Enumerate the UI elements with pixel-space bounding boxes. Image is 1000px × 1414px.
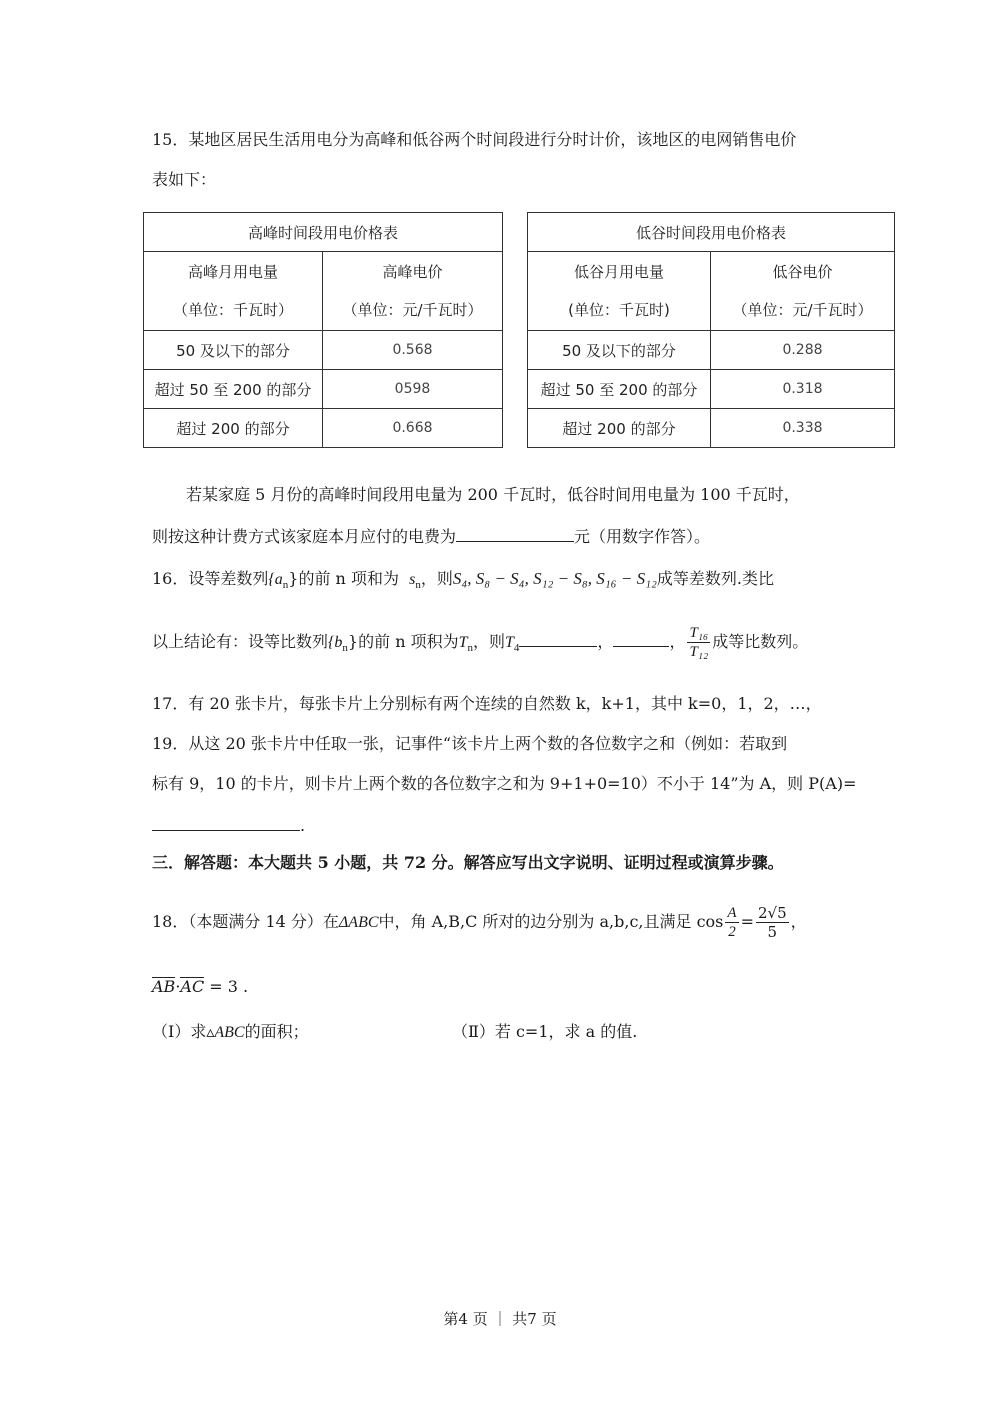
- q18-line1-mid: 中，角 A,B,C 所对的边分别为 a,b,c,且满足 cos: [378, 912, 724, 931]
- valley-row3-price: 0.338: [711, 409, 895, 448]
- q18-half-angle-den: 2: [728, 924, 736, 940]
- q18-equals: =: [740, 912, 754, 931]
- q17-line1: 17．有 20 张卡片，每张卡片上分别标有两个连续的自然数 k，k+1，其中 k=0，1，2，…，: [152, 694, 822, 713]
- q16-sum-symbol: [409, 571, 421, 591]
- q16-line2-pre: 以上结论有：设等比数列: [152, 632, 329, 651]
- q16-answer-blank-2: [613, 628, 669, 647]
- q15-answer-blank: [456, 523, 574, 542]
- q18-cos-value-fraction: [756, 904, 789, 941]
- peak-col2-header-line2: （单位：元/千瓦时）: [342, 301, 483, 319]
- peak-col2-header: [323, 252, 503, 331]
- q15-line4: [152, 523, 710, 549]
- q16-ratio-fraction: [687, 624, 710, 661]
- valley-col2-header-line1: 低谷电价: [772, 263, 833, 281]
- q18-part1-triangle: ▵ABC: [206, 1024, 245, 1041]
- valley-row3-range: 超过 200 的部分: [528, 409, 711, 448]
- q16-line1-then: ，则: [420, 569, 453, 588]
- peak-table-title: 高峰时间段用电价格表: [144, 213, 503, 252]
- q18-half-angle-num: A: [727, 905, 737, 921]
- peak-col1-header-line2: （单位：千瓦时）: [172, 301, 293, 319]
- peak-price-table: [143, 212, 503, 448]
- q18-half-angle-fraction: [725, 904, 738, 941]
- q18-cos-value-num: 2√5: [757, 904, 787, 922]
- q18-part1-post: 的面积；: [244, 1022, 309, 1041]
- q16-line2-mid: }的前 n 项积为: [347, 632, 459, 651]
- q16-geo-seq-base: {b: [328, 634, 343, 651]
- q16-t4: [505, 634, 520, 654]
- q16-sum-base: s: [409, 571, 416, 588]
- q15-line4-post: 元（用数字作答）。: [574, 527, 711, 546]
- peak-row1-range: 50 及以下的部分: [144, 331, 323, 370]
- q17-line4-post: .: [300, 816, 306, 835]
- q17-line4: [152, 812, 305, 838]
- peak-row3-price: 0.668: [323, 409, 503, 448]
- peak-col1-header-line1: 高峰月用电量: [187, 263, 278, 281]
- valley-col1-header-line2: (单位：千瓦时): [568, 301, 670, 319]
- q16-t4-sub: 4: [513, 642, 520, 654]
- q18-cos-value-den: 5: [767, 923, 778, 941]
- q16-product-sub: n: [467, 642, 473, 654]
- q16-ratio-den: T₁₂: [689, 644, 709, 660]
- valley-col2-header: [711, 252, 895, 331]
- q15-line3: 若某家庭 5 月份的高峰时间段用电量为 200 千瓦时，低谷时间用电量为 100 千瓦时，: [186, 485, 800, 504]
- q16-ratio-num: T₁₆: [689, 625, 709, 641]
- valley-table-title: 低谷时间段用电价格表: [528, 213, 895, 252]
- q16-comma-2: ，: [669, 632, 686, 651]
- valley-col2-header-line2: （单位：元/千瓦时）: [732, 301, 873, 319]
- q15-line1: 15．某地区居民生活用电分为高峰和低谷两个时间段进行分时计价，该地区的电网销售电价: [152, 130, 797, 149]
- valley-col1-header: [528, 252, 711, 331]
- valley-row1-range: 50 及以下的部分: [528, 331, 711, 370]
- peak-row2-range: 超过 50 至 200 的部分: [144, 370, 323, 409]
- q16-comma-1: ，: [597, 632, 614, 651]
- q18-dot: ·: [175, 977, 181, 996]
- q18-line2-eq: = 3 .: [209, 977, 249, 996]
- q16-t4-base: T: [505, 634, 514, 651]
- q18-triangle: ΔABC: [338, 914, 379, 931]
- valley-price-table: [527, 212, 895, 448]
- vector-ab: AB: [152, 977, 176, 996]
- page-footer: 第4 页 ｜ 共7 页: [443, 1310, 557, 1328]
- q18-line1: [152, 900, 807, 945]
- q16-line2: [152, 622, 808, 668]
- peak-col2-header-line1: 高峰电价: [382, 263, 443, 281]
- valley-row1-price: 0.288: [711, 331, 895, 370]
- q18-part1-pre: （Ⅰ）求: [152, 1022, 207, 1041]
- q16-sum-sub: n: [415, 579, 421, 591]
- section3-heading: 三．解答题：本大题共 5 小题，共 72 分。解答应写出文字说明、证明过程或演算步骤。: [152, 853, 784, 872]
- q17-line2: 19．从这 20 张卡片中任取一张，记事件“该卡片上两个数的各位数字之和（例如：若取到: [152, 734, 788, 753]
- q16-line2-post: 成等比数列。: [712, 632, 809, 651]
- valley-col1-header-line1: 低谷月用电量: [573, 263, 664, 281]
- q16-line1-post: 成等差数列.类比: [656, 569, 774, 588]
- q16-line1: [152, 567, 774, 597]
- q18-part2: （Ⅱ）若 c=1，求 a 的值.: [452, 1022, 638, 1041]
- q17-answer-blank: [152, 812, 300, 831]
- peak-row1-price: 0.568: [323, 331, 503, 370]
- q16-product-base: T: [458, 634, 468, 651]
- q16-arith-seq-base: {a: [268, 571, 283, 588]
- q16-answer-blank-1: [519, 628, 597, 647]
- q16-geo-seq: [328, 634, 348, 654]
- q18-line2: [152, 975, 248, 999]
- q15-line2: 表如下：: [152, 170, 217, 189]
- q16-line2-then: ，则: [473, 632, 506, 651]
- q16-product-symbol: [458, 634, 473, 654]
- peak-row3-range: 超过 200 的部分: [144, 409, 323, 448]
- q16-arith-seq: [268, 571, 289, 591]
- peak-col1-header: [144, 252, 323, 331]
- peak-row2-price: 0598: [323, 370, 503, 409]
- valley-row2-price: 0.318: [711, 370, 895, 409]
- q16-line1-mid: }的前 n 项和为: [288, 569, 399, 588]
- q15-line4-pre: 则按这种计费方式该家庭本月应付的电费为: [152, 527, 457, 546]
- valley-row2-range: 超过 50 至 200 的部分: [528, 370, 711, 409]
- q16-arith-terms: S₄, S₈ − S₄, S₁₂ − S₈, S₁₆ − S₁₂: [452, 569, 657, 588]
- q16-arith-seq-sub: n: [282, 579, 289, 591]
- q18-line1-post: ，: [790, 912, 807, 931]
- q18-part1: [152, 1020, 309, 1045]
- q16-line1-pre: 16．设等差数列: [152, 569, 269, 588]
- q18-line1-pre: 18．（本题满分 14 分）在: [152, 912, 339, 931]
- q17-line3: 标有 9，10 的卡片，则卡片上两个数的各位数字之和为 9+1+0=10）不小于 14”为 A，则 P(A)=: [152, 774, 857, 793]
- q16-geo-seq-sub: n: [342, 642, 348, 654]
- vector-ac: AC: [180, 977, 205, 996]
